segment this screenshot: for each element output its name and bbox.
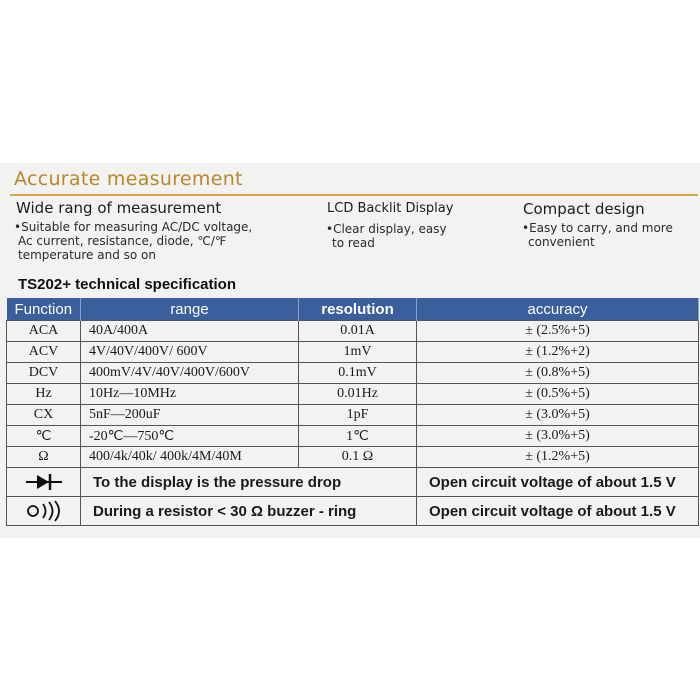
cell-buzzer-symbol [7, 497, 81, 526]
cell-accuracy: ± (3.0%+5) [417, 405, 699, 426]
table-row [7, 447, 699, 468]
cell-resolution: 0.1 Ω [299, 447, 417, 468]
feature-title-range: Wide rang of measurement [16, 199, 222, 217]
cell-resolution: 1mV [299, 342, 417, 363]
feature-desc-range [14, 220, 252, 262]
table-row [7, 384, 699, 405]
cell-function: DCV [7, 363, 81, 384]
cell-accuracy: ± (0.5%+5) [417, 384, 699, 405]
feature-title-compact: Compact design [523, 200, 645, 218]
table-row [7, 342, 699, 363]
table-header-row [7, 298, 699, 321]
feature-line: •Easy to carry, and more [522, 221, 673, 235]
cell-resolution: 0.01A [299, 321, 417, 342]
table-row [7, 363, 699, 384]
feature-line: •Clear display, easy [326, 222, 447, 236]
feature-desc-compact [522, 221, 673, 249]
cell-function: Ω [7, 447, 81, 468]
spec-title: TS202+ technical specification [18, 276, 237, 293]
cell-function: ACV [7, 342, 81, 363]
cell-function: Hz [7, 384, 81, 405]
cell-range: 40A/400A [81, 321, 299, 342]
feature-desc-display [326, 222, 447, 250]
section-heading: Accurate measurement [14, 168, 243, 190]
feature-line: convenient [528, 235, 595, 249]
cell-accuracy: ± (2.5%+5) [417, 321, 699, 342]
cell-buzzer-note: Open circuit voltage of about 1.5 V [417, 497, 699, 526]
col-header-accuracy: accuracy [417, 298, 699, 321]
buzzer-icon [22, 500, 66, 522]
cell-resolution: 1℃ [299, 426, 417, 447]
spec-sheet [0, 163, 700, 538]
cell-function: ℃ [7, 426, 81, 447]
cell-range: 4V/40V/400V/ 600V [81, 342, 299, 363]
col-header-function: Function [7, 298, 81, 321]
table-row [7, 405, 699, 426]
cell-resolution: 0.1mV [299, 363, 417, 384]
cell-function: ACA [7, 321, 81, 342]
cell-range: -20℃—750℃ [81, 426, 299, 447]
feature-line: to read [332, 236, 375, 250]
cell-accuracy: ± (1.2%+2) [417, 342, 699, 363]
feature-line: •Suitable for measuring AC/DC voltage, [14, 220, 253, 234]
cell-buzzer-desc: During a resistor < 30 Ω buzzer - ring [81, 497, 417, 526]
table-row-diode [7, 468, 699, 497]
feature-line: temperature and so on [18, 248, 156, 262]
cell-diode-desc: To the display is the pressure drop [81, 468, 417, 497]
cell-range: 5nF—200uF [81, 405, 299, 426]
table-row-buzzer [7, 497, 699, 526]
diode-icon [24, 472, 64, 492]
heading-divider [10, 194, 698, 196]
cell-diode-symbol [7, 468, 81, 497]
table-row [7, 321, 699, 342]
col-header-range: range [81, 298, 299, 321]
feature-line: Ac current, resistance, diode, ℃/℉ [18, 234, 227, 248]
table-row [7, 426, 699, 447]
cell-accuracy: ± (1.2%+5) [417, 447, 699, 468]
cell-range: 10Hz—10MHz [81, 384, 299, 405]
cell-resolution: 0.01Hz [299, 384, 417, 405]
cell-accuracy: ± (3.0%+5) [417, 426, 699, 447]
cell-accuracy: ± (0.8%+5) [417, 363, 699, 384]
cell-range: 400mV/4V/40V/400V/600V [81, 363, 299, 384]
cell-function: CX [7, 405, 81, 426]
cell-diode-note: Open circuit voltage of about 1.5 V [417, 468, 699, 497]
spec-table [6, 298, 699, 526]
feature-title-display: LCD Backlit Display [327, 201, 454, 216]
col-header-resolution: resolution [299, 298, 417, 321]
cell-range: 400/4k/40k/ 400k/4M/40M [81, 447, 299, 468]
cell-resolution: 1pF [299, 405, 417, 426]
